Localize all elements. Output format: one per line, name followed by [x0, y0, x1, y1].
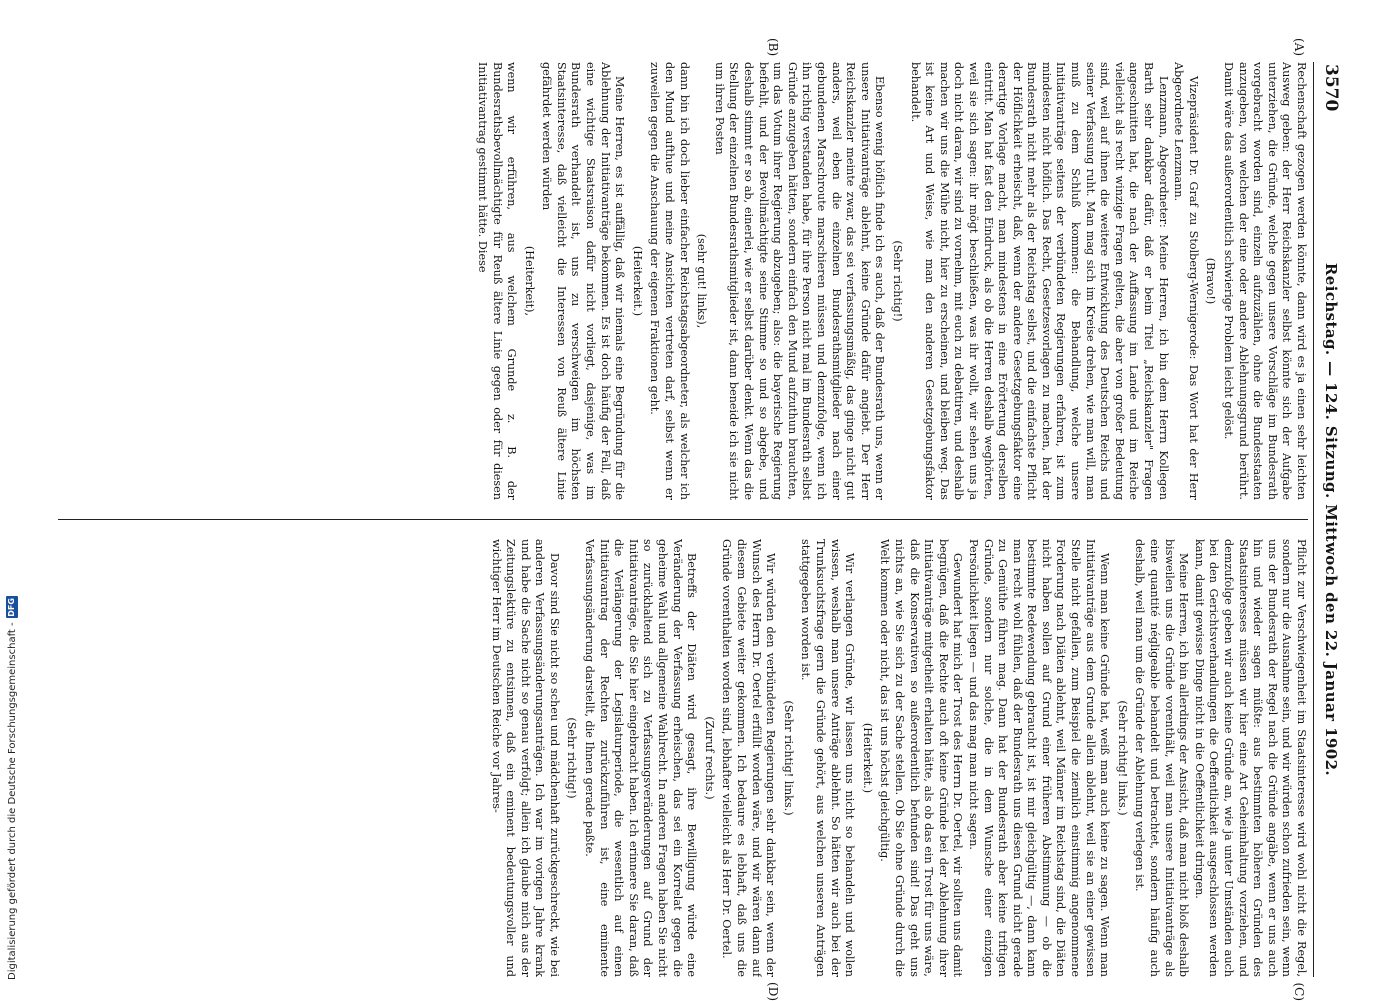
- rotated-page-content: [40, 38, 1341, 1001]
- interjection: (Heiterkeit.): [860, 722, 874, 794]
- paragraph: Wir verlangen Gründe, wir lassen uns nicht so behandeln und wollen wissen, weshalb man unsere Anträge ablehnt. So hätten wir auch bei der Trunksuchtsfrage gern die Gründe gehört, aus welchen unseren Anträgen stattgegeben worden ist.: [799, 539, 857, 977]
- margin-marker-b: (B): [766, 38, 780, 57]
- interjection: (Bravo!): [1204, 257, 1218, 305]
- margin-marker-a: (A): [1292, 38, 1306, 57]
- interjection: (Heiterkeit.): [630, 245, 644, 317]
- running-title: Reichstag. — 124. Sitzung. Mittwoch den 22. Januar 1902.: [1322, 262, 1340, 777]
- digitization-credit: [6, 596, 18, 980]
- paragraph-speaker: Lenzmann, Abgeordneter: Meine Herren, ich bin dem Herrn Kollegen Barth sehr dankbar dafür, daß er beim Titel „Reichskanzler" Fragen angeschnitten hat, die nach der Auffassung im Lande und im Reiche vielleicht als recht winzige Fragen gelten, die aber von großer Bedeutung sind, weil auf ihnen die weitere Entwicklung des Deutschen Reichs und seiner Verfassung ruht. Man mag sich im Kreise drehen, wie man will, man muß zu dem Schluß kommen: die Behandlung, welche unsere Initiativanträge seitens der verbündeten Regierungen erfahren, ist zum mindesten nicht höflich. Das Recht, Gesetzesvorlagen zu machen, hat der Bundesrath nicht mehr als der Reichstag selbst, und die einfachste Pflicht der Höflichkeit erheischt, daß, wenn der andere Gesetzgebungsfaktor eine derartige Vorlage macht, man mindestens in eine Erörterung derselben eintritt. Man hat fast den Eindruck, als ob die Herren deshalb weghörten, weil sie sich sagen: ihr mögt beschließen, was ihr wollt, wir sehen uns ja doch nicht daran, wir sind zu vornehm, mit euch zu debattiren, und deshalb machen wir uns die Mühe nicht, hier zu erscheinen, und bleiben weg. Das ist keine Art und Weise, wie man den anderen Gesetzgebungsfaktor behandelt.: [908, 62, 1170, 500]
- dfg-logo-icon: DFG: [7, 598, 16, 617]
- paragraph: Ebenso wenig höflich finde ich es auch, daß der Bundesrath uns, wenn er unsere Initiativanträge ablehnt, keine Gründe dafür angiebt. Der Herr Reichskanzler meinte zwar, das sei verfassungsmäßig, das ginge nicht gut anders, weil eben die einzelnen Bundesrathsmitglieder nach einer gebundenen Marschroute marschieren müssen und demzufolge, wenn ich ihn richtig verstanden habe, für ihre Person nicht mal im Bundesrath selbst Gründe anzugeben hätten, sondern einfach den Mund aufzuthun brauchten, um das Votum ihrer Regierung abzugeben; also: die bayerische Regierung befiehlt, und der Bevollmächtigte seine Stimme so und so abgebe, und deshalb stimmt er so ab, einerlei, wie er selbst darüber denkt. Wenn das die Stellung der einzelnen Bundesrathsmitglieder ist, dann beneide ich sie nicht um ihren Posten: [712, 62, 887, 500]
- paragraph: Gewundert hat mich der Trost des Herrn Dr. Oertel, wir sollten uns damit begnügen, daß die Rechte auch oft keine Gründe bei der Ablehnung ihrer Initiativanträge mitgetheilt erhalten hätte, als ob das ein Trost für uns wäre, daß die Konservativen so außerordentlich befunden sind! Das geht uns nichts an, wie Sie sich zu der Sache stellen. Ob Sie ohne Gründe durch die Welt kommen oder nicht, das ist uns höchst gleichgültig.: [878, 539, 965, 977]
- paragraph: Wir würden den verbündeten Regierungen sehr dankbar sein, wenn der Wunsch des Herrn Dr. Oertel erfüllt worden wäre, und wir wären dann auf diesem Gebiete weiter gekommen. Ich bedaure es lebhaft, daß uns die Gründe vorenthalten worden sind, lebhafter vielleicht als Herr Dr. Oertel.: [720, 539, 778, 977]
- paragraph: Davor sind Sie nicht so scheu und mädchenhaft zurückgeschreckt, wie bei anderen Verfassungsänderungsanträgen. Ich war im vorigen Jahre krank und habe die Sache nicht so genau verfolgt; allein ich glaube mich aus der Zeitungslektüre zu entsinnen, daß ein eminent bedeutungsvoller und wichtiger Herr im Deutschen Reiche vor Jahres-: [489, 539, 561, 977]
- paragraph: Wenn man keine Gründe hat, weiß man auch keine zu sagen. Wenn man Initiativanträge aus dem Grunde allein ablehnt, weil sie an einer gewissen Stelle nicht gefallen, zum Beispiel die ziemlich einstimmig angenommene Forderung nach Diäten ablehnt, weil Männer im Reichstag sind, die Diäten nicht haben sollen auf Grund einer früheren Abstimmung — ob die bestimmte Redewendung gebraucht ist, ist mir gleichgültig —, dann kann man recht wohl fühlen, daß der Bundesrath uns diesen Grund nicht gerade zu Gemüthe führen mag. Dann hat der Bundesrath aber keine triftigen Gründe, sondern nur solche, die in dem Wunsche einer einzigen Persönlichkeit liegen — und das mag man nicht sagen.: [966, 539, 1112, 977]
- interjection: (sehr gut! links),: [695, 233, 709, 329]
- page-header: [1313, 62, 1340, 977]
- interjection: (Zuruf rechts.): [702, 716, 716, 800]
- interjection: (Sehr richtig!): [565, 717, 579, 799]
- interjection: (Sehr richtig! links.): [1115, 700, 1129, 816]
- digitization-credit-text: Digitalisierung gefördert durch die Deutsche Forschungsgemeinschaft -: [6, 622, 18, 980]
- column-divider: [58, 519, 1308, 520]
- paragraph: wenn wir erführen, aus welchem Grunde z. B. der Bundesrathsbevollmächtigte für Reuß ältere Linie gegen oder für diesen Initiativantrag gestimmt hätte. Diese: [475, 62, 519, 500]
- paragraph: Pflicht zur Verschwiegenheit im Staatsinteresse wird wohl nicht die Regel, sondern nur die Ausnahme sein, und wir würden schon zufrieden sein, wenn uns der Bundesrath der Regel nach die Gründe angäbe, wenn er uns auch hin und wieder sagen müßte: aus bestimmten höheren Gründen des Staatsinteresses müssen wir hier eine Art Geheimhaltung vorziehen, und demzufolge geben wir auch keine Gründe an, wie ja unter Umständen auch bei den Gerichtsverhandlungen die Oeffentlichkeit ausgeschlossen werden kann, damit gewisse Dinge nicht in die Oeffentlichkeit dringen.: [1192, 539, 1308, 977]
- paragraph: dann bin ich doch lieber einfacher Reichstagsabgeordneter, als welcher ich den Mund aufthue und meine Ansichten vertreten darf, selbst wenn er zuweilen gegen die Anschauung der eigenen Fraktionen geht.: [648, 62, 691, 500]
- margin-marker-c: (C): [1292, 982, 1306, 1001]
- paragraph: Meine Herren, ich bin allerdings der Ansicht, daß man nicht bloß deshalb bisweilen uns die Gründe vorenthält, weil man unsere Initiativanträge als eine quantité négligeable behandelt und betrachtet, sondern häufig auch deshalb, weil man um die Gründe der Ablehnung verlegen ist.: [1133, 539, 1191, 977]
- paragraph: Meine Herren, es ist auffällig, daß wir niemals eine Begründung für die Ablehnung der Initiativanträge bekommen. Es ist doch häufig der Fall, daß eine wichtige Staatsraison dafür nicht vorliegt, dasjenige, was im Bundesrath verhandelt ist, uns zu verschweigen im höchsten Staatsinteresse, daß vielleicht die Interessen von Reuß ältere Linie gefährdet werden würden: [540, 62, 627, 500]
- interjection: (Sehr richtig! links.): [781, 700, 795, 816]
- page-number: 3570: [1321, 64, 1341, 112]
- paragraph-speaker: Vizepräsident Dr. Graf zu Stolberg-Wernigerode: Das Wort hat der Herr Abgeordnete Lenzmann.: [1172, 62, 1200, 500]
- paragraph: Betreffs der Diäten wird gesagt, ihre Bewilligung würde eine Veränderung der Verfassung erheischen, das sei ein Korrelat gegen die geheime Wahl und allgemeine Wahlrecht. In anderen Fragen haben Sie nicht so zurückhaltend sich zu Verfassungsveränderungen auf Grund der Initiativanträge, die Sie hier eingebracht haben. Ich erinnere Sie daran, daß die Verlängerung der Legislaturperiode, die wesentlich auf einen Initiativantrag der Rechten zurückzuführen ist, eine eminente Verfassungsänderung darstellt, die Ihnen gerade paßte.: [583, 539, 699, 977]
- text-column-left: [48, 62, 1308, 500]
- margin-marker-d: (D): [766, 982, 780, 1001]
- text-column-right: [48, 539, 1308, 977]
- interjection: (Heiterkeit),: [522, 245, 536, 317]
- paragraph: Rechenschaft gezogen werden könnte, dann wird es ja einen sehr leichten Ausweg geben: der Herr Reichskanzler selbst könnte sich der Aufgabe unterziehen, die Gründe, welche gegen unsere Vorschläge im Bundesrath vorgebracht worden sind, einzeln aufzuzählen, ohne die Bundesstaaten anzugeben, von welchen der eine oder andere Ablehnungsgrund berührt. Damit wäre das außerordentlich schwierige Problem leicht gelöst.: [1222, 62, 1308, 500]
- interjection: (Sehr richtig!): [890, 240, 904, 322]
